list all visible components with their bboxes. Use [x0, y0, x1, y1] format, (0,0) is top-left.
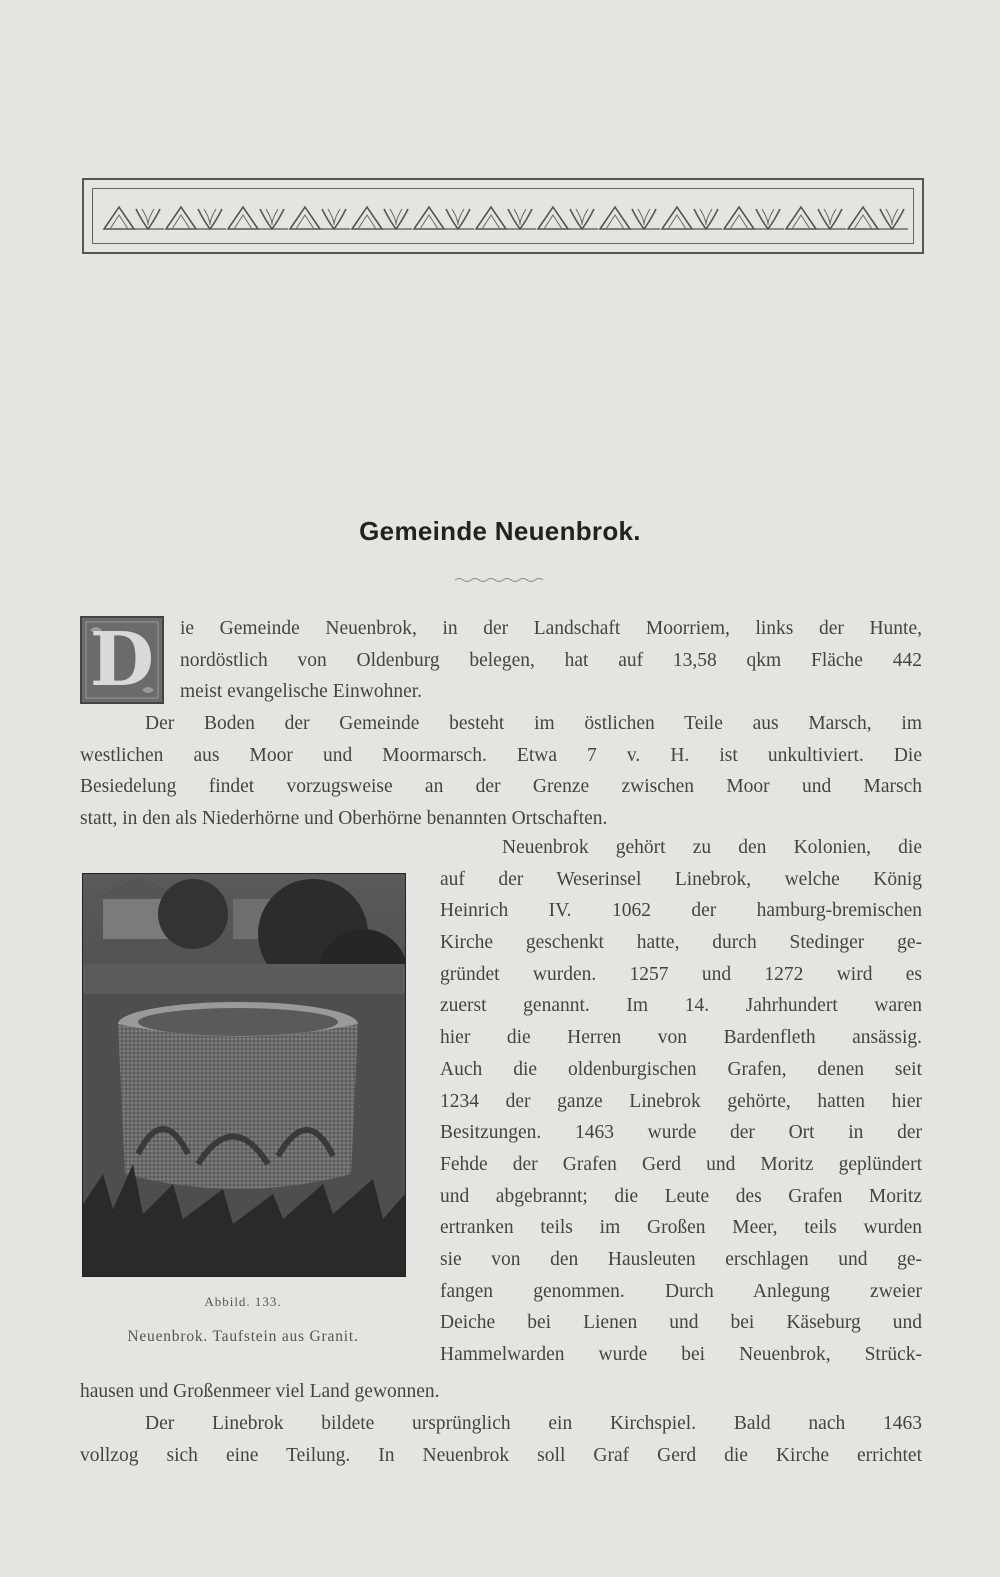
text-line: Deiche bei Lienen und bei Käseburg und — [440, 1312, 922, 1334]
text-line: Hammelwarden wurde bei Neuenbrok, Strück- — [440, 1344, 922, 1365]
ornament-pattern — [102, 199, 908, 237]
text-line: Neuenbrok gehört zu den Kolonien, die — [502, 837, 922, 858]
figure-label: Abbild. 133. — [204, 1294, 282, 1309]
text-line: 1234 der ganze Linebrok gehörte, hatten hier — [440, 1090, 922, 1112]
intro-paragraph — [180, 613, 922, 708]
text-line: fangen genommen. Durch Anlegung zweier — [440, 1280, 922, 1302]
text-line: westlichen aus Moor und Moormarsch. Etwa 7 v. H. ist unkultiviert. Die — [80, 744, 922, 766]
text-line: hier die Herren von Bardenfleth ansässig. — [440, 1027, 922, 1049]
text-line: ertranken teils im Großen Meer, teils wurden — [440, 1217, 922, 1239]
text-line: Kirche geschenkt hatte, durch Stedinger ge- — [440, 932, 922, 954]
text-line: sie von den Hausleuten erschlagen und ge- — [440, 1248, 922, 1270]
text-line: und abgebrannt; die Leute des Grafen Moritz — [440, 1185, 922, 1207]
text-line: Auch die oldenburgischen Grafen, denen seit — [440, 1058, 922, 1080]
text-line: auf der Weserinsel Linebrok, welche König — [440, 868, 922, 890]
figure-photo-baptismal-font — [82, 873, 406, 1277]
decorated-initial — [80, 616, 164, 704]
paragraph-history-end — [80, 1376, 922, 1408]
text-line: Fehde der Grafen Gerd und Moritz geplündert — [440, 1153, 922, 1175]
text-line: Der Boden der Gemeinde besteht im östlichen Teile aus Marsch, im — [145, 713, 922, 734]
text-line: zuerst genannt. Im 14. Jahrhundert waren — [440, 995, 922, 1017]
text-line: nordöstlich von Oldenburg belegen, hat auf 13,58 qkm Fläche 442 — [180, 649, 922, 671]
title-underline-ornament — [455, 576, 547, 584]
paragraph-history — [440, 832, 922, 1371]
text-line: statt, in den als Niederhörne und Oberhörne benannten Ortschaften. — [80, 807, 608, 829]
text-line: Besiedelung findet vorzugsweise an der Grenze zwischen Moor und Marsch — [80, 776, 922, 797]
page-title: Gemeinde Neuenbrok. — [359, 516, 641, 546]
text-line: Besitzungen. 1463 wurde der Ort in der — [440, 1122, 922, 1144]
text-line: meist evangelische Einwohner. — [180, 681, 423, 702]
text-line: ie Gemeinde Neuenbrok, in der Landschaft Moorriem, links der Hunte, — [180, 618, 922, 639]
figure-caption: Neuenbrok. Taufstein aus Granit. — [127, 1328, 359, 1345]
text-line: hausen und Großenmeer viel Land gewonnen. — [80, 1381, 440, 1402]
text-line: vollzog sich eine Teilung. In Neuenbrok soll Graf Gerd die Kirche errichtet — [80, 1444, 922, 1466]
text-line: Heinrich IV. 1062 der hamburg-bremischen — [440, 900, 922, 922]
paragraph-church — [80, 1408, 922, 1471]
baptismal-font-photo — [83, 874, 405, 1276]
text-line: gründet wurden. 1257 und 1272 wird es — [440, 963, 922, 985]
initial-letter: D — [89, 617, 155, 703]
text-line: Der Linebrok bildete ursprünglich ein Kirchspiel. Bald nach 1463 — [145, 1413, 922, 1434]
header-ornament — [82, 178, 924, 254]
paragraph-soil — [80, 708, 922, 834]
